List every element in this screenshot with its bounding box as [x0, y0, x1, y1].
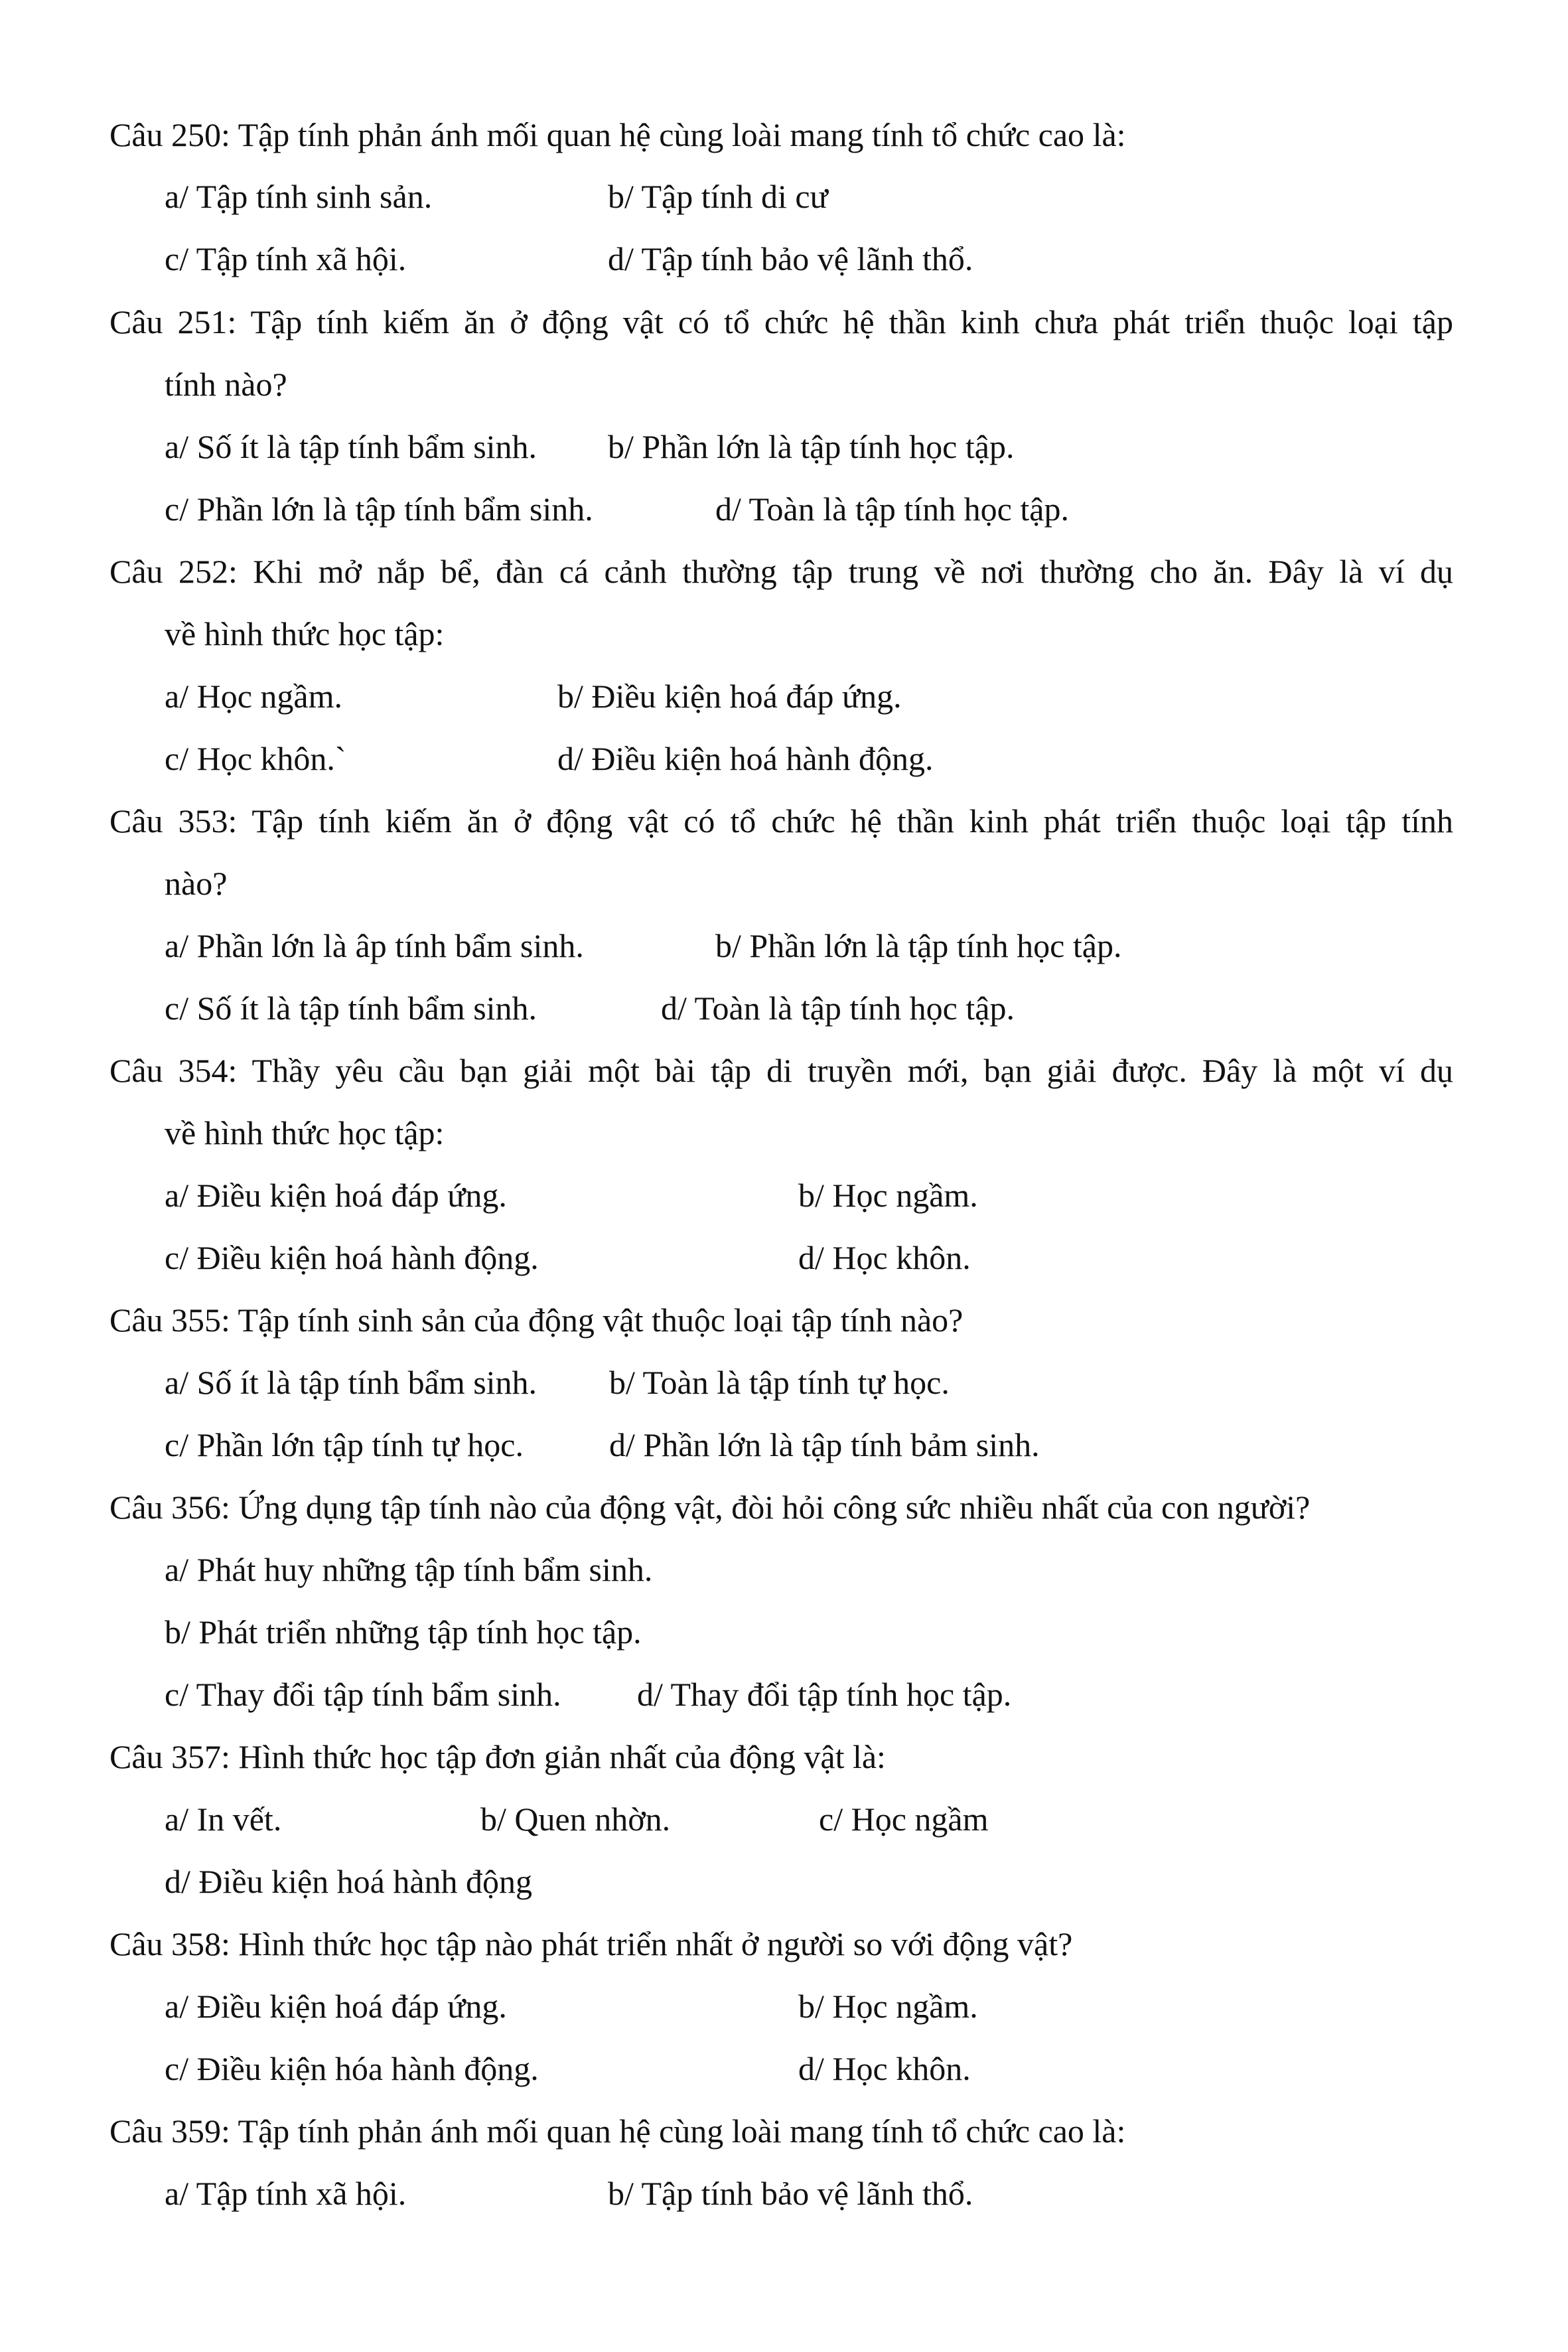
question-358-option-b: b/ Học ngầm.: [798, 1988, 978, 2025]
question-356-option-a: a/ Phát huy những tập tính bẩm sinh.: [165, 1551, 653, 1588]
question-358-option-d: d/ Học khôn.: [798, 2050, 971, 2087]
question-250-option-d: d/ Tập tính bảo vệ lãnh thổ.: [608, 240, 973, 277]
question-356-text: Câu 356: Ứng dụng tập tính nào của động vật, đòi hỏi công sức nhiều nhất của con người?: [109, 1489, 1311, 1526]
question-353-option-a: a/ Phần lớn là âp tính bẩm sinh.: [165, 927, 584, 964]
question-354-option-c: c/ Điều kiện hoá hành động.: [165, 1239, 539, 1276]
question-353-text: [109, 801, 1453, 841]
question-353-line-2: nào?: [165, 865, 228, 902]
question-357-text: Câu 357: Hình thức học tập đơn giản nhất của động vật là:: [109, 1738, 886, 1775]
question-356-option-b: b/ Phát triển những tập tính học tập.: [165, 1613, 642, 1651]
question-251-option-a: a/ Số ít là tập tính bẩm sinh.: [165, 428, 537, 465]
question-355-option-c: c/ Phần lớn tập tính tự học.: [165, 1426, 524, 1463]
question-354-option-a: a/ Điều kiện hoá đáp ứng.: [165, 1177, 507, 1214]
question-251-line-2: tính nào?: [165, 366, 287, 403]
question-359-text: Câu 359: Tập tính phản ánh mối quan hệ cùng loài mang tính tổ chức cao là:: [109, 2112, 1126, 2150]
question-357-option-b: b/ Quen nhờn.: [480, 1801, 671, 1838]
question-251-text: [109, 302, 1453, 342]
question-252-text: [109, 551, 1453, 591]
question-358-text: Câu 358: Hình thức học tập nào phát triển nhất ở người so với động vật?: [109, 1925, 1073, 1962]
question-355-option-b: b/ Toàn là tập tính tự học.: [609, 1364, 950, 1401]
question-250-option-c: c/ Tập tính xã hội.: [165, 240, 407, 277]
question-251-option-b: b/ Phần lớn là tập tính học tập.: [608, 428, 1015, 465]
question-354-option-b: b/ Học ngầm.: [798, 1177, 978, 1214]
question-251-line-1: Câu 251: Tập tính kiếm ăn ở động vật có tổ chức hệ thần kinh chưa phát triển thuộc loại tập: [109, 303, 1453, 340]
question-353-line-1: Câu 353: Tập tính kiếm ăn ở động vật có tổ chức hệ thần kinh phát triển thuộc loại tập tính: [109, 802, 1453, 840]
question-252-option-b: b/ Điều kiện hoá đáp ứng.: [557, 678, 902, 715]
question-353-option-c: c/ Số ít là tập tính bẩm sinh.: [165, 990, 537, 1027]
question-354-text: [109, 1051, 1453, 1090]
question-357-option-a: a/ In vết.: [165, 1801, 282, 1838]
question-250-option-b: b/ Tập tính di cư: [608, 178, 828, 215]
question-353-option-d: d/ Toàn là tập tính học tập.: [661, 990, 1015, 1027]
question-355-option-a: a/ Số ít là tập tính bẩm sinh.: [165, 1364, 537, 1401]
question-252-line-2: về hình thức học tập:: [165, 615, 445, 652]
question-250-option-a: a/ Tập tính sinh sản.: [165, 178, 433, 215]
question-252-option-d: d/ Điều kiện hoá hành động.: [557, 740, 934, 777]
question-252-option-c: c/ Học khôn.`: [165, 740, 346, 777]
question-250-text: Câu 250: Tập tính phản ánh mối quan hệ cùng loài mang tính tổ chức cao là:: [109, 116, 1126, 153]
question-252-line-1: Câu 252: Khi mở nắp bể, đàn cá cảnh thường tập trung về nơi thường cho ăn. Đây là ví dụ: [109, 553, 1453, 590]
question-358-option-a: a/ Điều kiện hoá đáp ứng.: [165, 1988, 507, 2025]
question-356-option-c: c/ Thay đổi tập tính bẩm sinh.: [165, 1676, 561, 1713]
question-354-line-1: Câu 354: Thầy yêu cầu bạn giải một bài tập di truyền mới, bạn giải được. Đây là một ví dụ: [109, 1052, 1453, 1089]
question-355-option-d: d/ Phần lớn là tập tính bảm sinh.: [609, 1426, 1040, 1463]
question-359-option-b: b/ Tập tính bảo vệ lãnh thổ.: [608, 2175, 973, 2212]
question-252-option-a: a/ Học ngầm.: [165, 678, 342, 715]
question-356-option-d: d/ Thay đổi tập tính học tập.: [637, 1676, 1012, 1713]
question-354-line-2: về hình thức học tập:: [165, 1114, 445, 1151]
question-251-option-d: d/ Toàn là tập tính học tập.: [715, 490, 1069, 528]
question-354-option-d: d/ Học khôn.: [798, 1239, 971, 1276]
question-353-option-b: b/ Phần lớn là tập tính học tập.: [715, 927, 1122, 964]
question-357-option-d: d/ Điều kiện hoá hành động: [165, 1863, 533, 1900]
question-251-option-c: c/ Phần lớn là tập tính bẩm sinh.: [165, 490, 593, 528]
question-359-option-a: a/ Tập tính xã hội.: [165, 2175, 407, 2212]
question-357-option-c: c/ Học ngầm: [819, 1801, 989, 1838]
question-355-text: Câu 355: Tập tính sinh sản của động vật thuộc loại tập tính nào?: [109, 1301, 963, 1339]
question-358-option-c: c/ Điều kiện hóa hành động.: [165, 2050, 539, 2087]
